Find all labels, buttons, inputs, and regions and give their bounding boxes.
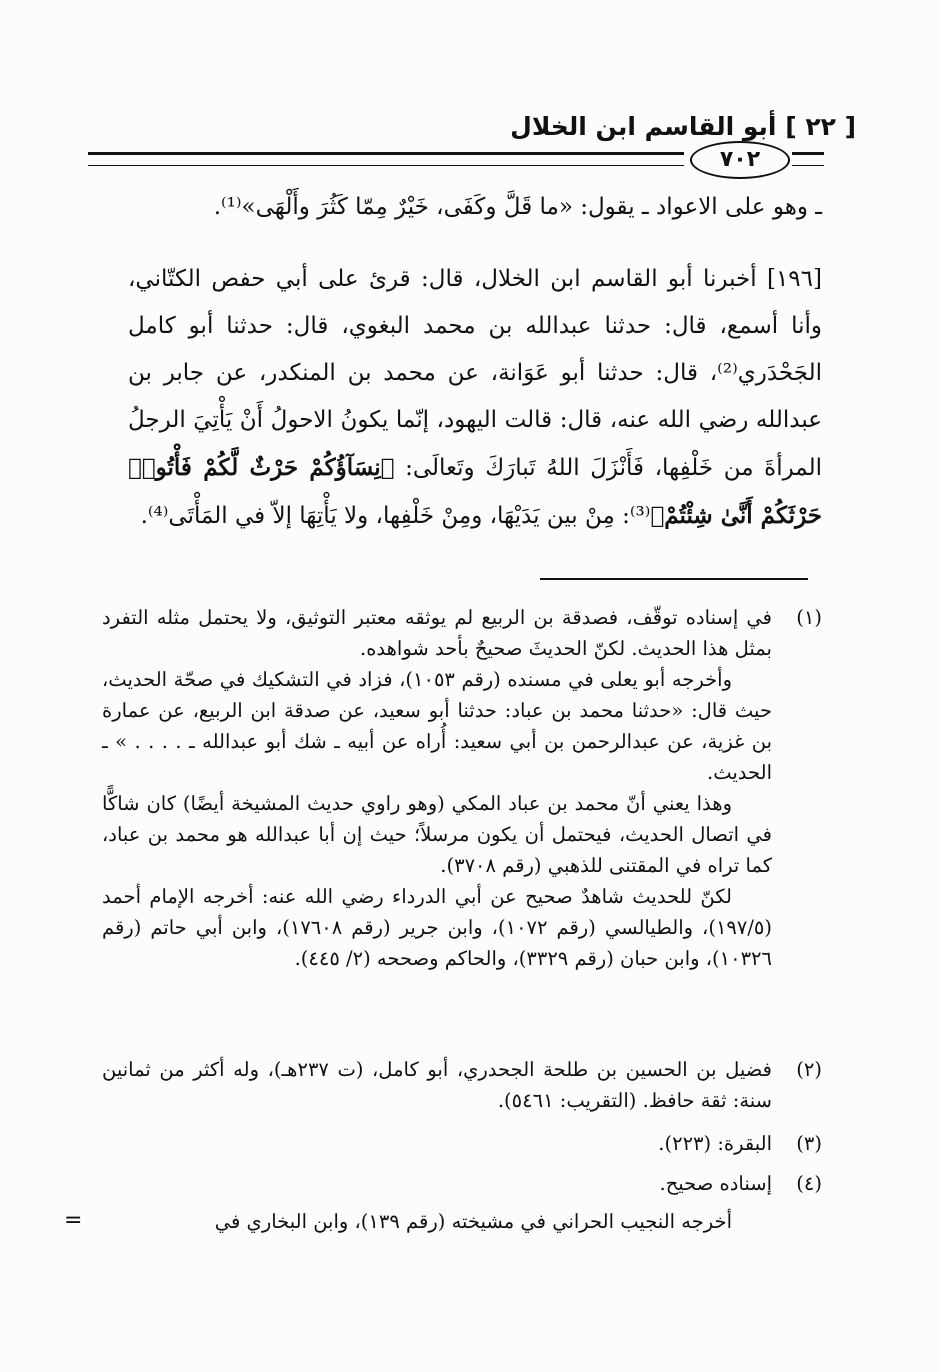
footnote-separator <box>540 578 808 580</box>
running-header-title: [ ٢٢ ] أبو القاسم ابن الخلال <box>510 112 856 141</box>
quran-verse: ﴿نِسَآؤُكُمْ حَرْثٌ لَّكُمْ فَأْتُوا۟ حَرْثَكُمْ أَنَّىٰ شِئْتُمْ﴾ <box>128 454 822 529</box>
hadith-paragraph <box>128 256 822 540</box>
header-rule-left <box>88 152 684 166</box>
footnote-paragraph: أخرجه النجيب الحراني في مشيخته (رقم ١٣٩)، وابن البخاري في <box>214 1210 732 1233</box>
footnote-paragraph: وهذا يعني أنّ محمد بن عباد المكي (وهو راوي حديث المشيخة أيضًا) كان شاكًّا في اتصال الحديث، فيحتمل أن يكون مرسلاً؛ حيث إن أبا عبدالله هو محمد بن عباد، كما تراه في المقتنى للذهبي (رقم ٣٧٠٨). <box>102 792 772 877</box>
hadith-intro: [١٩٦] أخبرنا أبو القاسم ابن الخلال، قال: قرئ على أبي حفص الكتّاني، وأنا أسمع، قال: حدثنا عبدالله بن محمد البغوي، قال: حدثنا أبو كامل الجَحْدَري⁽²⁾، قال: حدثنا أبو عَوَانة، عن محمد بن المنكدر، عن جابر بن عبدالله رضي الله عنه، قال: قالت اليهود، إنّما يكونُ الاحولُ أَنْ يَأْتِيَ الرجلُ المرأةَ من خَلْفِها، فَأَنْزَلَ اللهُ تَبارَكَ وتَعالَى: <box>128 266 822 481</box>
footnote-text: في إسناده توقّف، فصدقة بن الربيع لم يوثقه معتبر التوثيق، ولا يحتمل مثله التفرد بمثل هذا الحديث. لكنّ الحديثَ صحيحٌ بأحد شواهده. <box>102 606 772 660</box>
page-number: ٧٠٢ <box>719 147 761 172</box>
footnote-text: فضيل بن الحسين بن طلحة الجحدري، أبو كامل، (ت ٢٣٧هـ)، وله أكثر من ثمانين سنة: ثقة حافظ. (التقريب: ٥٤٦١). <box>102 1058 772 1112</box>
header-rule-right <box>792 152 824 166</box>
body-line-1: ـ وهو على الاعواد ـ يقول: «ما قَلَّ وكَفَى، خَيْرٌ مِمّا كَثُرَ وأَلْهَى»⁽¹⁾. <box>213 194 822 220</box>
hadith-end: ⁽³⁾: مِنْ بين يَدَيْهَا، ومِنْ خَلْفِها، ولا يَأْتِهَا إلاّ في المَأْتَى⁽⁴⁾. <box>140 503 651 529</box>
footnote-text: إسناده صحيح. <box>659 1172 772 1195</box>
footnote-2 <box>102 1054 822 1116</box>
footnote-number: (٢) <box>796 1058 822 1081</box>
footnote-text: البقرة: (٢٢٣). <box>658 1132 772 1155</box>
footnote-number: (٣) <box>796 1132 822 1155</box>
footnote-paragraph: لكنّ للحديث شاهدٌ صحيح عن أبي الدرداء رضي الله عنه: أخرجه الإمام أحمد (١٩٧/٥)، والطيالسي (رقم ١٠٧٢)، وابن جرير (رقم ١٧٦٠٨)، وابن أبي حاتم (رقم ١٠٣٢٦)، وابن حبان (رقم ٣٣٢٩)، والحاكم وصححه (٢/ ٤٤٥). <box>102 885 773 970</box>
footnote-1 <box>102 602 822 974</box>
footnote-number: (١) <box>796 606 822 629</box>
page-number-oval <box>690 141 790 179</box>
footnote-3 <box>102 1128 822 1159</box>
footnote-paragraph: وأخرجه أبو يعلى في مسنده (رقم ١٠٥٣)، فزاد في التشكيك في صحّة الحديث، حيث قال: «حدثنا محمد بن عباد: حدثنا أبو سعيد، عن صدقة ابن الربيع، عن عمارة بن غزية، عن عبدالرحمن بن أبي سعيد: أُراه عن أبيه ـ شك أبو عبدالله ـ . . . . » ـ الحديث. <box>102 668 772 784</box>
footnote-4 <box>102 1168 822 1199</box>
continuation-mark: = <box>64 1208 83 1233</box>
footnote-4-continued <box>102 1206 822 1237</box>
footnote-number: (٤) <box>796 1172 822 1195</box>
